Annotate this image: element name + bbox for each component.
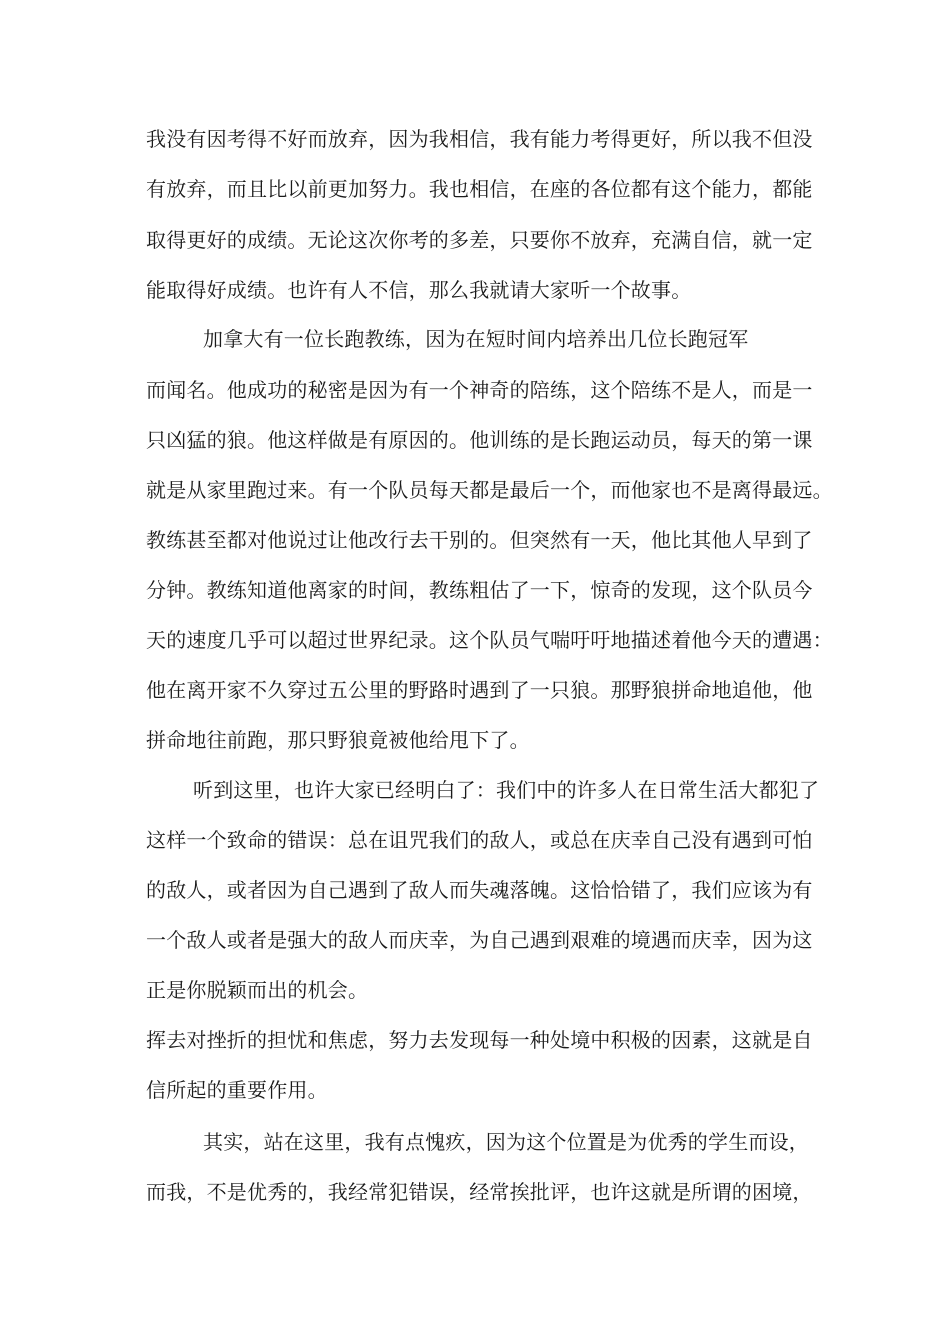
paragraph-start-line: 其实，站在这里，我有点愧疚，因为这个位置是为优秀的学生而设，: [203, 1130, 809, 1154]
text-line: 拼命地往前跑，那只野狼竟被他给甩下了。: [146, 728, 530, 752]
paragraph-start-line: 加拿大有一位长跑教练，因为在短时间内培养出几位长跑冠军: [203, 327, 749, 351]
text-line: 我没有因考得不好而放弃，因为我相信，我有能力考得更好，所以我不但没: [146, 127, 813, 151]
text-line: 这样一个致命的错误：总在诅咒我们的敌人，或总在庆幸自己没有遇到可怕: [146, 828, 813, 852]
text-line: 取得更好的成绩。无论这次你考的多差，只要你不放弃，充满自信，就一定: [146, 228, 813, 252]
text-line: 一个敌人或者是强大的敌人而庆幸，为自己遇到艰难的境遇而庆幸，因为这: [146, 928, 813, 952]
text-line: 只凶猛的狼。他这样做是有原因的。他训练的是长跑运动员，每天的第一课: [146, 428, 813, 452]
text-line: 的敌人，或者因为自己遇到了敌人而失魂落魄。这恰恰错了，我们应该为有: [146, 878, 813, 902]
text-line: 信所起的重要作用。: [146, 1078, 328, 1102]
text-line: 分钟。教练知道他离家的时间，教练粗估了一下，惊奇的发现，这个队员今: [146, 578, 813, 602]
text-line: 而我，不是优秀的，我经常犯错误，经常挨批评，也许这就是所谓的困境，: [146, 1180, 813, 1204]
paragraph-start-line: 挥去对挫折的担忧和焦虑，努力去发现每一种处境中积极的因素，这就是自: [146, 1028, 813, 1052]
text-line: 就是从家里跑过来。有一个队员每天都是最后一个，而他家也不是离得最远。: [146, 478, 833, 502]
text-line: 有放弃，而且比以前更加努力。我也相信，在座的各位都有这个能力，都能: [146, 177, 813, 201]
text-line: 正是你脱颖而出的机会。: [146, 978, 369, 1002]
text-line: 他在离开家不久穿过五公里的野路时遇到了一只狼。那野狼拼命地追他，他: [146, 678, 813, 702]
text-line: 天的速度几乎可以超过世界纪录。这个队员气喘吁吁地描述着他今天的遭遇：: [146, 628, 833, 652]
text-line: 能取得好成绩。也许有人不信，那么我就请大家听一个故事。: [146, 278, 692, 302]
text-line: 教练甚至都对他说过让他改行去干别的。但突然有一天，他比其他人早到了: [146, 528, 813, 552]
paragraph-start-line: 听到这里，也许大家已经明白了：我们中的许多人在日常生活大都犯了: [193, 778, 820, 802]
text-line: 而闻名。他成功的秘密是因为有一个神奇的陪练，这个陪练不是人，而是一: [146, 378, 813, 402]
